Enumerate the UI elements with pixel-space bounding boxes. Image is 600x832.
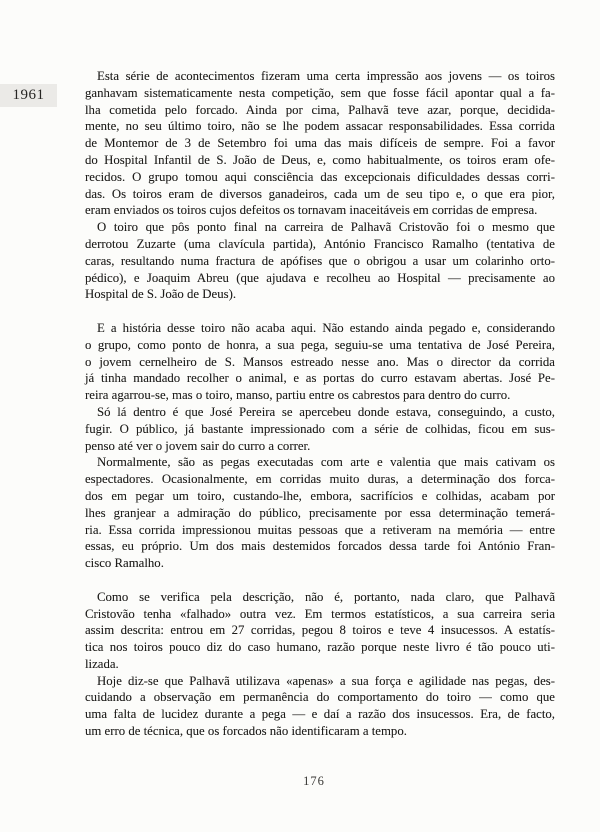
text-section <box>85 68 555 303</box>
text-line: de Montemor de 3 de Setembro foi uma das mais difíceis de sempre. Foi a favor <box>85 136 555 151</box>
paragraph <box>85 320 555 404</box>
text-line: O toiro que pôs ponto final na carreira de Palhavã Cristovão foi o mesmo que <box>97 220 555 235</box>
text-line: penso até ver o jovem sair do curro a correr. <box>85 438 311 453</box>
text-section <box>85 320 555 572</box>
text-line: o jovem cernelheiro de S. Mansos estreado nesse ano. Mas o director da corrida <box>85 354 555 369</box>
text-line: das. Os toiros eram de diversos ganadeiros, cada um de seu tipo e, o que era pior, <box>85 186 555 201</box>
text-line: ria. Essa corrida impressionou muitas pessoas que a retiveram na memória — entre <box>85 522 555 537</box>
text-line: ganhavam sistematicamente nesta competição, sem que fosse fácil apontar qual a fa- <box>85 85 555 100</box>
body-text <box>85 68 555 740</box>
text-line: o grupo, como ponto de honra, a sua pega, seguiu-se uma tentativa de José Pereira, <box>85 337 555 352</box>
text-line: fugir. O público, já bastante impressionado com a série de colhidas, ficou em sus- <box>85 421 555 436</box>
text-line: cisco Ramalho. <box>85 556 164 571</box>
text-line: pédico), e Joaquim Abreu (que ajudava e recolheu ao Hospital — precisamente ao <box>85 270 555 285</box>
text-line: recidos. O grupo tomou aqui consciência das excepcionais dificuldades dessas corri- <box>85 169 555 184</box>
text-line: Esta série de acontecimentos fizeram uma certa impressão aos jovens — os toiros <box>97 69 555 83</box>
text-line: Hospital de S. João de Deus). <box>85 287 237 302</box>
text-section <box>85 589 555 740</box>
text-line: Hoje diz-se que Palhavã utilizava «apenas» a sua força e agilidade nas pegas, des- <box>97 673 555 688</box>
text-line: caras, resultando numa fractura de apófises que o obrigou a usar um colarinho orto- <box>85 253 555 268</box>
text-line: assim descrita: entrou em 27 corridas, pegou 8 toiros e teve 4 insucessos. A estatís- <box>85 623 555 638</box>
text-line: eram enviados os toiros cujos defeitos os tornavam inaceitáveis em corridas de empresa. <box>85 203 538 218</box>
paragraph <box>85 454 555 572</box>
year-margin-label <box>0 84 57 107</box>
text-line: lizada. <box>85 656 119 671</box>
year-label-text: 1961 <box>12 87 45 103</box>
page-number: 176 <box>303 774 325 788</box>
paragraph <box>85 673 555 740</box>
text-line: Cristovão tenha «falhado» outra vez. Em termos estatísticos, a sua carreira seria <box>85 606 555 621</box>
text-line: Normalmente, são as pegas executadas com arte e valentia que mais cativam os <box>97 455 555 470</box>
text-line: Como se verifica pela descrição, não é, portanto, nada claro, que Palhavã <box>97 589 555 604</box>
text-line: E a história desse toiro não acaba aqui. Não estando ainda pegado e, considerando <box>97 320 555 335</box>
text-line: reira agarrou-se, mas o toiro, manso, partiu entre os cabrestos para dentro do curro. <box>85 388 511 403</box>
paragraph <box>85 589 555 673</box>
paragraph <box>85 404 555 454</box>
text-line: uma falta de lucidez durante a pega — e daí a razão dos insucessos. Era, de facto, <box>85 707 555 722</box>
text-line: já tinha mandado recolher o animal, e as portas do curro estavam abertas. José Pe- <box>85 371 555 386</box>
text-line: do Hospital Infantil de S. João de Deus, e, como habitualmente, os toiros eram ofe- <box>85 152 555 167</box>
text-line: Só lá dentro é que José Pereira se apercebeu donde estava, conseguindo, a custo, <box>97 404 555 419</box>
text-line: um erro de técnica, que os forcados não identificaram a tempo. <box>85 724 407 739</box>
text-line: lha cometida pelo forcado. Ainda por cima, Palhavã teve azar, porque, decidida- <box>85 102 555 117</box>
text-line: dos em pegar um toiro, custando-lhe, embora, sacrifícios e colhidas, acabam por <box>85 488 555 503</box>
text-line: derrotou Zuzarte (uma clavícula partida), António Francisco Ramalho (tentativa de <box>85 236 555 251</box>
text-line: lhes granjear a admiração do público, precisamente por essa determinação temerá- <box>85 505 555 520</box>
text-line: espectadores. Ocasionalmente, em corridas muito duras, a determinação dos forca- <box>85 472 555 487</box>
text-line: mente, no seu último toiro, não se lhe podem assacar responsabilidades. Essa corrida <box>85 119 555 134</box>
text-line: essas, eu próprio. Um dos mais destemidos forcados dessa tarde foi António Fran- <box>85 539 555 554</box>
text-line: cuidando a observação em permanência do comportamento do toiro — como que <box>85 690 555 705</box>
text-line: tica nos toiros pouco diz do caso humano, razão porque neste livro é tão pouco uti- <box>85 640 555 655</box>
paragraph <box>85 68 555 219</box>
paragraph <box>85 219 555 303</box>
